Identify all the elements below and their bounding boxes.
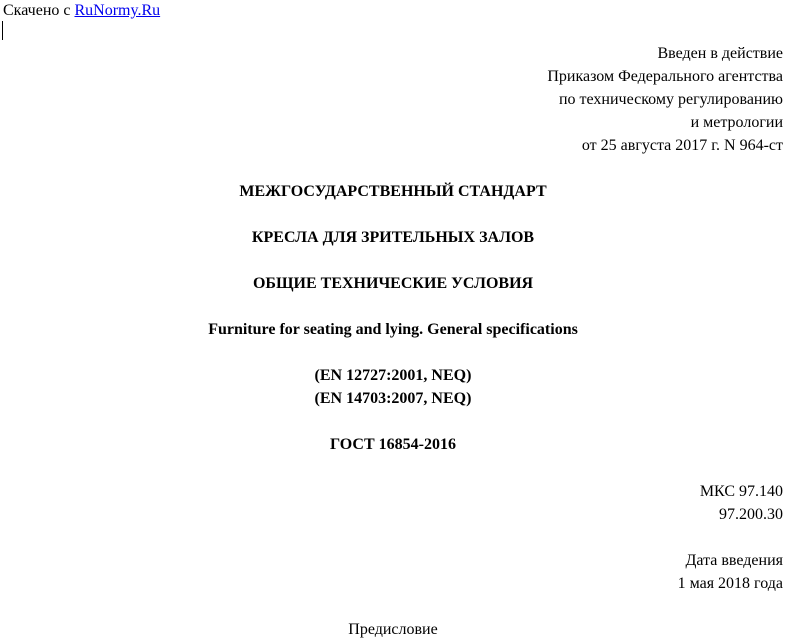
enactment-line-1: Введен в действие [657,45,783,62]
mks-line-2: 97.200.30 [719,506,783,523]
enactment-line-4: и метрологии [690,114,783,131]
classification-block [700,480,783,526]
enactment-line-3: по техническому регулированию [558,91,783,108]
document-subtitle: ОБЩИЕ ТЕХНИЧЕСКИЕ УСЛОВИЯ [252,275,534,292]
gost-code: ГОСТ 16854-2016 [330,436,456,453]
mks-line-1: МКС 97.140 [699,483,783,500]
runormy-link[interactable]: RuNormy.Ru [74,2,161,19]
enactment-line-2: Приказом Федерального агентства [547,68,783,85]
equivalent-1: (EN 12727:2001, NEQ) [314,367,472,384]
document-title: КРЕСЛА ДЛЯ ЗРИТЕЛЬНЫХ ЗАЛОВ [251,229,535,246]
foreword-heading: Предисловие [348,621,438,638]
effective-date-block [678,549,783,595]
effective-label: Дата введения [685,552,783,569]
source-prefix: Скачено с [3,2,71,19]
text-cursor [2,21,3,40]
equivalent-2: (EN 14703:2007, NEQ) [314,390,472,407]
enactment-block [547,42,783,157]
enactment-line-5: от 25 августа 2017 г. N 964-ст [581,137,783,154]
english-title: Furniture for seating and lying. General specifications [208,321,578,338]
effective-date: 1 мая 2018 года [677,575,783,592]
source-line [3,0,160,22]
standard-kind: МЕЖГОСУДАРСТВЕННЫЙ СТАНДАРТ [239,183,547,200]
equivalents-block [0,364,786,410]
